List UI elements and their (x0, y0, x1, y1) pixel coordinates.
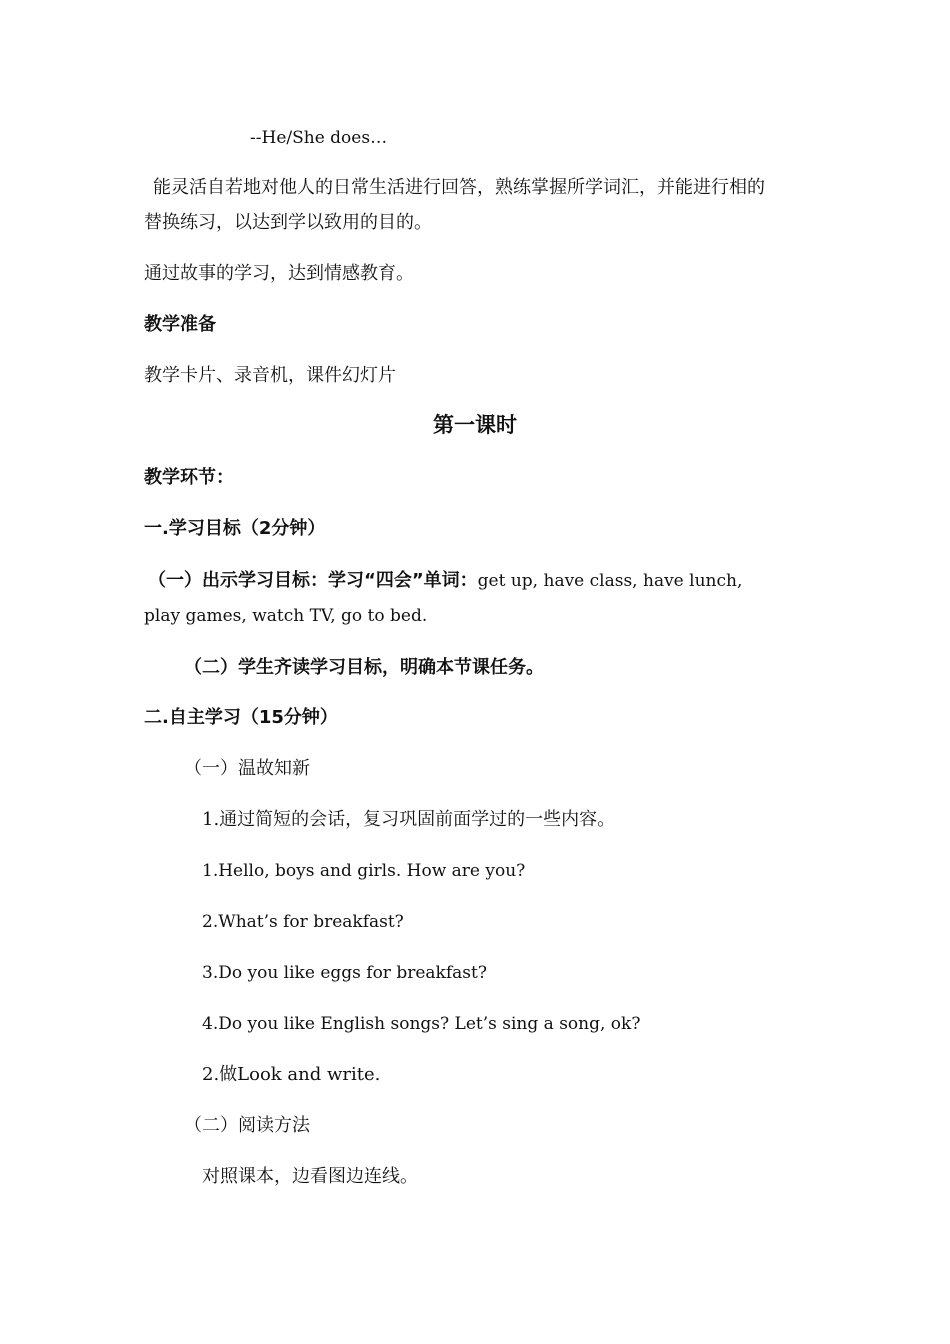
section1-item2: （二）学生齐读学习目标，明确本节课任务。 (184, 657, 544, 678)
question-1: 1.Hello, boys and girls. How are you? (202, 861, 526, 881)
section1-item1-words: get up, have class, have lunch, (477, 571, 743, 591)
section1-item1 (148, 569, 742, 593)
question-4: 4.Do you like English songs? Let’s sing a song, ok? (202, 1014, 641, 1034)
reading-text: 对照课本，边看图边连线。 (202, 1166, 418, 1187)
dialogue-line: --He/She does… (250, 128, 388, 148)
review-heading: （一）温故知新 (184, 758, 310, 779)
goal-paragraph-line-2: 替换练习，以达到学以致用的目的。 (144, 212, 432, 233)
question-2: 2.What’s for breakfast? (202, 912, 404, 932)
emotion-goal-text: 通过故事的学习，达到情感教育。 (144, 263, 414, 284)
goal-paragraph-line-1: 能灵活自若地对他人的日常生活进行回答，熟练掌握所学词汇，并能进行相的 (153, 177, 765, 198)
lesson-title: 第一课时 (433, 413, 517, 437)
section1-heading: 一.学习目标（2分钟） (144, 518, 326, 539)
reading-heading: （二）阅读方法 (184, 1115, 310, 1136)
steps-heading: 教学环节： (144, 467, 234, 488)
section1-item1-label: （一）出示学习目标：学习“四会”单词： (148, 570, 478, 591)
review-item-2: 2.做Look and write. (202, 1064, 381, 1085)
question-3: 3.Do you like eggs for breakfast? (202, 963, 487, 983)
review-item-1: 1.通过简短的会话，复习巩固前面学过的一些内容。 (202, 809, 616, 830)
prep-heading: 教学准备 (144, 314, 216, 335)
section1-item1-words-cont: play games, watch TV, go to bed. (144, 606, 428, 626)
section2-heading: 二.自主学习（15分钟） (144, 707, 338, 728)
prep-items-text: 教学卡片、录音机，课件幻灯片 (144, 365, 396, 386)
